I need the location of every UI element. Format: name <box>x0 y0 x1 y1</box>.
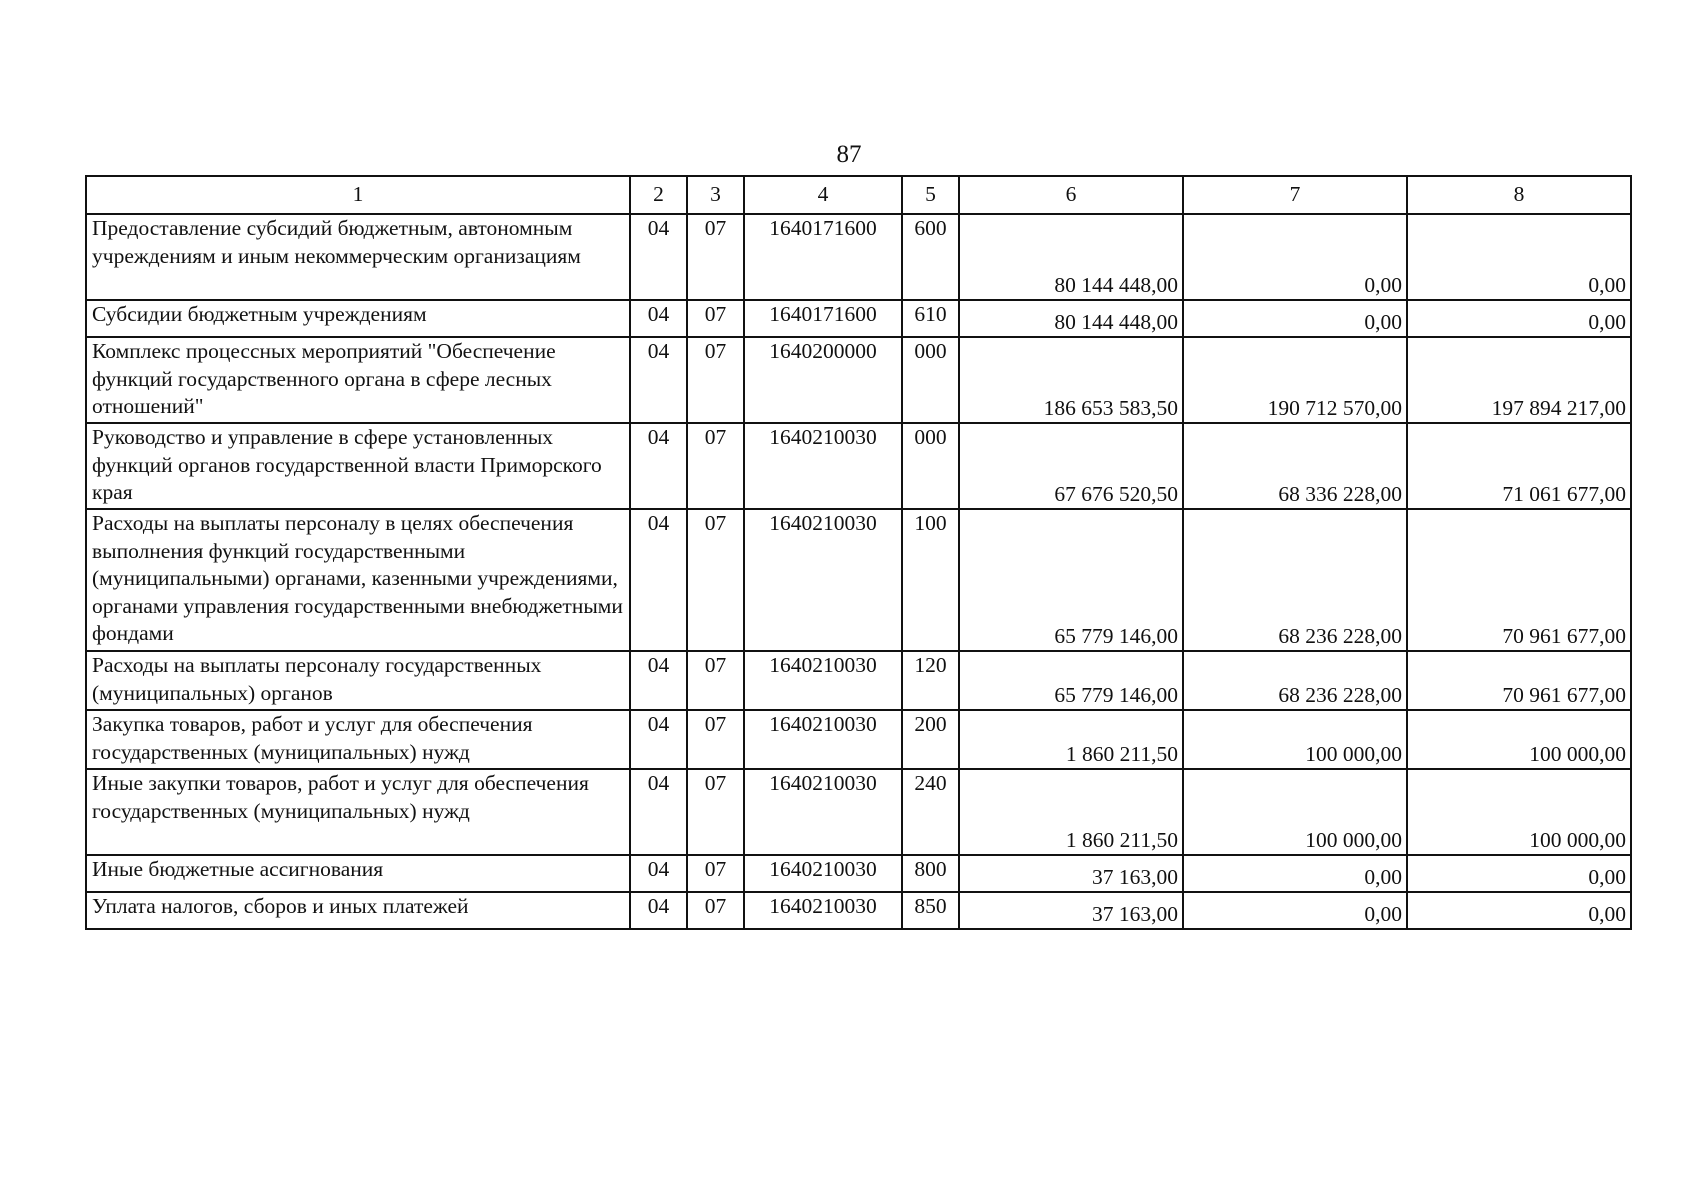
row-target: 1640210030 <box>744 423 902 509</box>
row-amount-8: 0,00 <box>1407 214 1631 300</box>
row-section: 04 <box>630 337 687 423</box>
row-type: 100 <box>902 509 959 651</box>
row-subsection: 07 <box>687 892 744 929</box>
row-type: 850 <box>902 892 959 929</box>
row-amount-6: 37 163,00 <box>959 855 1183 892</box>
row-amount-7: 68 236 228,00 <box>1183 509 1407 651</box>
table-row <box>86 651 1631 710</box>
row-subsection: 07 <box>687 710 744 769</box>
row-amount-6: 80 144 448,00 <box>959 300 1183 337</box>
row-target: 1640210030 <box>744 710 902 769</box>
row-type: 600 <box>902 214 959 300</box>
row-name: Расходы на выплаты персоналу государственных (муниципальных) органов <box>86 651 630 710</box>
row-target: 1640210030 <box>744 892 902 929</box>
row-amount-6: 65 779 146,00 <box>959 651 1183 710</box>
row-amount-6: 186 653 583,50 <box>959 337 1183 423</box>
row-amount-7: 190 712 570,00 <box>1183 337 1407 423</box>
row-amount-8: 70 961 677,00 <box>1407 509 1631 651</box>
row-subsection: 07 <box>687 337 744 423</box>
row-amount-6: 37 163,00 <box>959 892 1183 929</box>
row-name: Уплата налогов, сборов и иных платежей <box>86 892 630 929</box>
budget-table <box>85 175 1632 930</box>
row-amount-7: 0,00 <box>1183 855 1407 892</box>
column-header: 3 <box>687 176 744 214</box>
row-amount-7: 100 000,00 <box>1183 710 1407 769</box>
column-header: 6 <box>959 176 1183 214</box>
row-name: Предоставление субсидий бюджетным, автономным учреждениям и иным некоммерческим организациям <box>86 214 630 300</box>
row-target: 1640171600 <box>744 300 902 337</box>
row-section: 04 <box>630 214 687 300</box>
table-row <box>86 855 1631 892</box>
row-amount-6: 1 860 211,50 <box>959 710 1183 769</box>
row-subsection: 07 <box>687 423 744 509</box>
row-amount-8: 100 000,00 <box>1407 769 1631 855</box>
row-type: 200 <box>902 710 959 769</box>
row-amount-8: 71 061 677,00 <box>1407 423 1631 509</box>
row-amount-7: 0,00 <box>1183 300 1407 337</box>
row-target: 1640210030 <box>744 651 902 710</box>
row-amount-6: 80 144 448,00 <box>959 214 1183 300</box>
row-section: 04 <box>630 892 687 929</box>
row-amount-7: 68 336 228,00 <box>1183 423 1407 509</box>
row-target: 1640200000 <box>744 337 902 423</box>
row-amount-7: 68 236 228,00 <box>1183 651 1407 710</box>
row-amount-8: 100 000,00 <box>1407 710 1631 769</box>
row-section: 04 <box>630 855 687 892</box>
row-target: 1640210030 <box>744 769 902 855</box>
row-subsection: 07 <box>687 769 744 855</box>
row-type: 120 <box>902 651 959 710</box>
row-amount-8: 197 894 217,00 <box>1407 337 1631 423</box>
column-header: 7 <box>1183 176 1407 214</box>
row-name: Расходы на выплаты персоналу в целях обеспечения выполнения функций государственными (муниципальными) органами, казенными учреждениями, органами управления государственными внебюджетными фондами <box>86 509 630 651</box>
row-subsection: 07 <box>687 214 744 300</box>
row-section: 04 <box>630 300 687 337</box>
row-amount-6: 1 860 211,50 <box>959 769 1183 855</box>
row-section: 04 <box>630 423 687 509</box>
row-name: Иные закупки товаров, работ и услуг для обеспечения государственных (муниципальных) нужд <box>86 769 630 855</box>
row-subsection: 07 <box>687 651 744 710</box>
column-header: 8 <box>1407 176 1631 214</box>
row-amount-7: 0,00 <box>1183 892 1407 929</box>
row-section: 04 <box>630 509 687 651</box>
row-type: 610 <box>902 300 959 337</box>
row-type: 240 <box>902 769 959 855</box>
table-row <box>86 769 1631 855</box>
table-row <box>86 710 1631 769</box>
row-subsection: 07 <box>687 855 744 892</box>
row-name: Комплекс процессных мероприятий "Обеспечение функций государственного органа в сфере лесных отношений" <box>86 337 630 423</box>
row-amount-8: 0,00 <box>1407 892 1631 929</box>
column-header: 1 <box>86 176 630 214</box>
row-subsection: 07 <box>687 509 744 651</box>
table-row <box>86 337 1631 423</box>
table-row <box>86 214 1631 300</box>
table-row <box>86 423 1631 509</box>
column-header: 5 <box>902 176 959 214</box>
row-amount-6: 67 676 520,50 <box>959 423 1183 509</box>
row-type: 000 <box>902 337 959 423</box>
page-number: 87 <box>836 141 862 168</box>
row-amount-8: 70 961 677,00 <box>1407 651 1631 710</box>
row-name: Субсидии бюджетным учреждениям <box>86 300 630 337</box>
row-amount-8: 0,00 <box>1407 855 1631 892</box>
row-section: 04 <box>630 651 687 710</box>
row-name: Руководство и управление в сфере установленных функций органов государственной власти Приморского края <box>86 423 630 509</box>
table-row <box>86 892 1631 929</box>
row-section: 04 <box>630 710 687 769</box>
row-target: 1640171600 <box>744 214 902 300</box>
row-target: 1640210030 <box>744 855 902 892</box>
row-name: Закупка товаров, работ и услуг для обеспечения государственных (муниципальных) нужд <box>86 710 630 769</box>
row-target: 1640210030 <box>744 509 902 651</box>
row-amount-8: 0,00 <box>1407 300 1631 337</box>
table-row <box>86 509 1631 651</box>
row-amount-7: 100 000,00 <box>1183 769 1407 855</box>
table-header-row <box>86 176 1631 214</box>
column-header: 2 <box>630 176 687 214</box>
row-type: 000 <box>902 423 959 509</box>
row-type: 800 <box>902 855 959 892</box>
row-section: 04 <box>630 769 687 855</box>
row-subsection: 07 <box>687 300 744 337</box>
column-header: 4 <box>744 176 902 214</box>
row-amount-6: 65 779 146,00 <box>959 509 1183 651</box>
table-row <box>86 300 1631 337</box>
row-amount-7: 0,00 <box>1183 214 1407 300</box>
row-name: Иные бюджетные ассигнования <box>86 855 630 892</box>
